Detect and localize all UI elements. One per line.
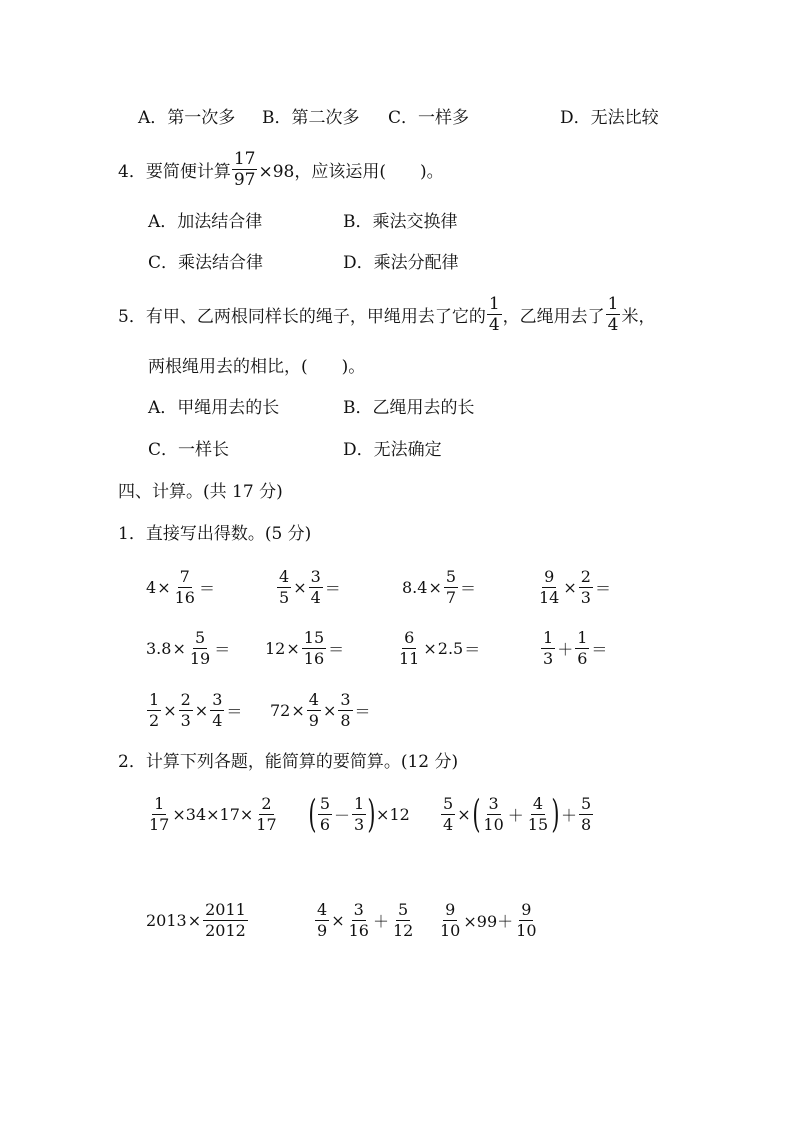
fraction <box>309 568 323 607</box>
simplify-expression-2 <box>308 790 410 838</box>
operator: × <box>291 700 305 720</box>
q4-stem <box>118 145 444 193</box>
numerator: 17 <box>233 148 256 169</box>
numerator: 9 <box>521 899 532 919</box>
operand: 2.5 <box>437 638 464 658</box>
fraction <box>526 795 550 834</box>
denominator: 10 <box>516 920 537 940</box>
part-2-label: 2．计算下列各题，能简算的要简算。(12 分) <box>118 752 459 772</box>
q5-option-b: B．乙绳用去的长 <box>343 398 475 418</box>
operand: ×12 <box>376 804 410 824</box>
numerator: 9 <box>544 566 555 586</box>
equals-sign: ＝ <box>594 578 611 598</box>
fraction <box>338 691 352 730</box>
operand: 4 <box>146 577 157 597</box>
operator: ＋ <box>372 911 389 931</box>
denominator: 16 <box>303 648 325 668</box>
denominator: 4 <box>443 814 454 834</box>
operator: × <box>457 804 471 824</box>
denominator: 10 <box>440 920 461 940</box>
calc-expression-3 <box>402 563 477 611</box>
denominator: 2 <box>149 710 160 730</box>
denominator: 4 <box>310 587 321 607</box>
denominator: 4 <box>607 314 619 335</box>
fraction <box>147 691 161 730</box>
denominator: 14 <box>539 587 560 607</box>
fraction <box>537 568 561 607</box>
operator: ＋ <box>560 805 577 825</box>
q5-text-2: ，乙绳用去了 <box>502 306 605 327</box>
denominator: 3 <box>580 587 591 607</box>
q5-line-2: 两根绳用去的相比，( )。 <box>148 357 366 377</box>
simplify-expression-3 <box>440 790 594 838</box>
q5-stem <box>118 290 655 338</box>
simplify-expression-5 <box>314 896 416 944</box>
denominator: 15 <box>527 814 549 834</box>
numerator: 1 <box>607 293 619 314</box>
denominator: 11 <box>399 648 420 668</box>
numerator: 5 <box>194 627 206 647</box>
calc-expression-9 <box>146 686 243 734</box>
fraction <box>147 795 171 834</box>
denominator: 5 <box>279 587 290 607</box>
fraction <box>347 901 371 940</box>
denominator: 3 <box>354 814 365 834</box>
operator: － <box>334 805 351 825</box>
fraction <box>188 629 212 668</box>
numerator: 5 <box>443 793 454 813</box>
operator: × <box>428 577 442 597</box>
denominator: 4 <box>488 314 500 335</box>
operand: 12 <box>265 638 286 658</box>
equals-sign: ＝ <box>460 578 477 598</box>
operator: × <box>286 638 300 658</box>
operator: × <box>322 700 337 720</box>
fraction <box>179 691 193 730</box>
numerator: 3 <box>310 566 321 586</box>
fraction <box>541 629 555 668</box>
fraction <box>203 901 248 940</box>
q3-option-a: A．第一次多 <box>138 108 236 128</box>
denominator: 6 <box>577 648 588 668</box>
operator: × <box>194 700 209 720</box>
operator: × <box>172 638 186 658</box>
q4-prefix: 要简便计算 <box>145 161 231 182</box>
q4-suffix: ×98，应该运用( )。 <box>258 161 444 182</box>
operator: × <box>331 910 345 930</box>
numerator: 5 <box>398 899 409 919</box>
q5-text-3: 米， <box>621 306 656 327</box>
denominator: 6 <box>319 814 331 834</box>
part-1-label: 1．直接写出得数。(5 分) <box>118 524 312 544</box>
numerator: 2 <box>261 793 272 813</box>
calc-expression-6 <box>265 624 345 672</box>
denominator: 97 <box>233 169 256 190</box>
fraction <box>391 901 415 940</box>
fraction <box>173 568 197 607</box>
numerator: 9 <box>445 899 456 919</box>
denominator: 8 <box>581 814 592 834</box>
denominator: 9 <box>308 710 319 730</box>
left-paren: ( <box>308 792 317 836</box>
operator-chain: ×34×17× <box>172 804 254 824</box>
q5-text-1: 有甲、乙两根同样长的绳子，甲绳用去了它的 <box>145 306 486 327</box>
simplify-expression-4 <box>146 896 249 944</box>
operator: × <box>157 577 171 597</box>
numerator: 1 <box>543 627 554 647</box>
q3-option-b: B．第二次多 <box>262 108 360 128</box>
denominator: 3 <box>180 710 191 730</box>
denominator: 16 <box>348 920 369 940</box>
numerator: 1 <box>488 293 500 314</box>
q5-number: 5． <box>118 306 146 327</box>
calc-expression-1 <box>146 563 216 611</box>
numerator: 1 <box>354 793 365 813</box>
numerator: 7 <box>179 566 190 586</box>
fraction <box>441 795 455 834</box>
fraction <box>438 901 462 940</box>
equals-sign: ＝ <box>214 639 231 659</box>
equals-sign: ＝ <box>354 701 371 721</box>
operator-chain: ×99＋ <box>463 911 514 931</box>
calc-expression-2 <box>276 563 342 611</box>
numerator: 5 <box>445 566 457 586</box>
denominator: 8 <box>340 710 351 730</box>
denominator: 10 <box>483 814 504 834</box>
q5-option-a: A．甲绳用去的长 <box>148 398 280 418</box>
q4-number: 4． <box>118 161 146 182</box>
q4-option-c: C．乘法结合律 <box>148 253 264 273</box>
calc-expression-7 <box>396 624 481 672</box>
operand: 72 <box>270 700 291 720</box>
equals-sign: ＝ <box>226 701 243 721</box>
operator: × <box>293 577 307 597</box>
right-paren: ) <box>551 792 560 836</box>
numerator: 1 <box>149 689 160 709</box>
fraction <box>397 629 421 668</box>
q3-option-c: C．一样多 <box>388 108 470 128</box>
denominator: 12 <box>392 920 414 940</box>
section-4-title: 四、计算。(共 17 分) <box>118 482 283 502</box>
q4-option-d: D．乘法分配律 <box>343 253 459 273</box>
q5-fraction-2 <box>606 295 621 334</box>
numerator: 1 <box>154 793 165 813</box>
equals-sign: ＝ <box>328 639 345 659</box>
calc-expression-8 <box>540 624 608 672</box>
numerator: 2011 <box>205 899 246 919</box>
equals-sign: ＝ <box>464 639 481 659</box>
operator: × <box>563 577 577 597</box>
calc-expression-5 <box>146 624 231 672</box>
numerator: 3 <box>340 689 351 709</box>
simplify-expression-6 <box>437 896 540 944</box>
q5-option-c: C．一样长 <box>148 440 230 460</box>
fraction <box>444 568 458 607</box>
fraction <box>481 795 505 834</box>
calc-expression-10 <box>270 686 372 734</box>
denominator: 9 <box>317 920 328 940</box>
numerator: 3 <box>212 689 223 709</box>
operator: × <box>163 700 177 720</box>
numerator: 5 <box>319 793 331 813</box>
fraction <box>315 901 329 940</box>
numerator: 3 <box>488 793 499 813</box>
denominator: 16 <box>174 587 195 607</box>
fraction <box>277 568 291 607</box>
denominator: 19 <box>189 648 211 668</box>
fraction <box>302 629 326 668</box>
q4-option-a: A．加法结合律 <box>148 212 263 232</box>
operand: 3.8 <box>146 638 172 658</box>
numerator: 1 <box>577 627 588 647</box>
equals-sign: ＝ <box>198 578 215 598</box>
denominator: 4 <box>212 710 223 730</box>
denominator: 2012 <box>205 920 246 940</box>
right-paren: ) <box>367 792 376 836</box>
q5-option-d: D．无法确定 <box>343 440 442 460</box>
numerator: 3 <box>353 899 364 919</box>
q4-fraction <box>232 150 258 189</box>
fraction <box>352 795 366 834</box>
numerator: 2 <box>180 689 191 709</box>
numerator: 6 <box>404 627 415 647</box>
fraction <box>210 691 224 730</box>
operator: ＋ <box>557 639 574 659</box>
fraction <box>318 795 332 834</box>
q4-option-b: B．乘法交换律 <box>343 212 458 232</box>
equals-sign: ＝ <box>591 639 608 659</box>
fraction <box>579 795 593 834</box>
denominator: 17 <box>149 814 170 834</box>
fraction <box>307 691 321 730</box>
operator: ＋ <box>507 805 524 825</box>
operand: 2013 <box>146 910 187 930</box>
calc-expression-4 <box>536 563 612 611</box>
denominator: 17 <box>256 814 277 834</box>
numerator: 4 <box>279 566 290 586</box>
simplify-expression-1 <box>146 790 280 838</box>
fraction <box>579 568 593 607</box>
left-paren: ( <box>471 792 481 836</box>
denominator: 7 <box>445 587 457 607</box>
equals-sign: ＝ <box>324 578 341 598</box>
fraction <box>575 629 589 668</box>
q5-fraction-1 <box>487 295 502 334</box>
operator: × <box>423 638 437 658</box>
numerator: 15 <box>303 627 325 647</box>
denominator: 3 <box>543 648 554 668</box>
numerator: 5 <box>581 793 592 813</box>
operator: × <box>187 910 202 930</box>
q3-option-d: D．无法比较 <box>560 108 659 128</box>
fraction <box>254 795 278 834</box>
numerator: 4 <box>308 689 319 709</box>
numerator: 4 <box>532 793 544 813</box>
numerator: 2 <box>580 566 591 586</box>
fraction <box>514 901 538 940</box>
numerator: 4 <box>317 899 328 919</box>
operand: 8.4 <box>402 577 428 597</box>
